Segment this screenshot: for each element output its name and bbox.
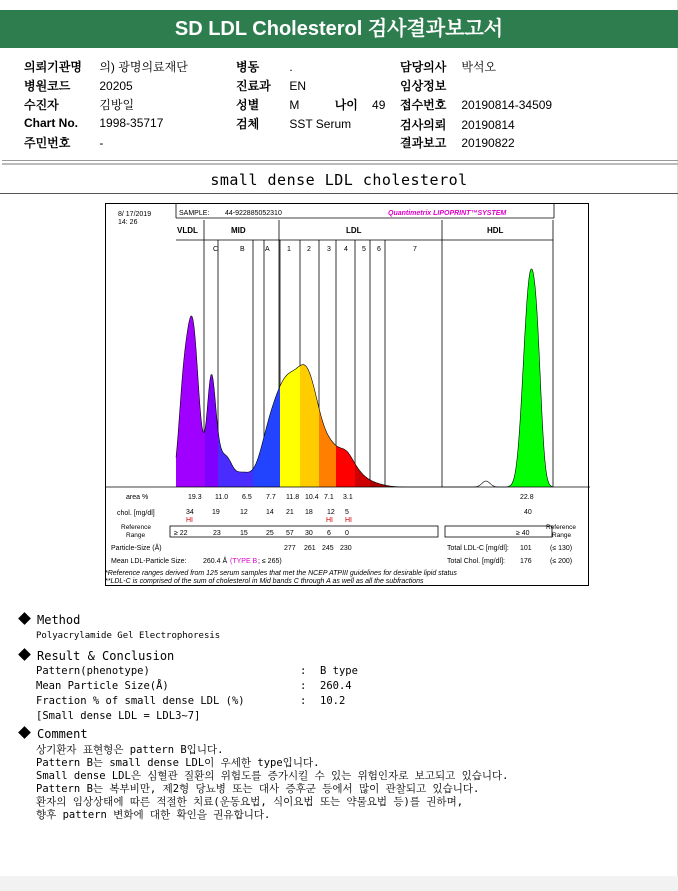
chart-date: 8/ 17/2019: [118, 211, 152, 218]
mean-size-value: 260.4 Å: [203, 558, 228, 565]
department-label: 진료과: [236, 79, 271, 93]
reference-label: Reference: [121, 524, 151, 531]
reference-value: ≥ 22: [174, 530, 188, 537]
divider: [0, 193, 678, 194]
hospital-code-value: 20205: [99, 79, 133, 93]
band-label: A: [265, 246, 270, 253]
area-value: 10.4: [305, 494, 319, 501]
footnote-1: *Reference ranges derived from 125 serum samples that met the NCEP ATPIII guidelines for desirable lipid status: [105, 570, 457, 577]
area-value: 22.8: [520, 494, 534, 501]
ward-value: .: [289, 60, 293, 74]
result-note: [Small dense LDL = LDL3~7]: [36, 710, 201, 722]
clinical-info-label: 임상정보: [400, 79, 447, 93]
total-chol-label: Total Chol. [mg/dl]:: [447, 558, 505, 565]
result-row-label: Pattern(phenotype): [36, 665, 150, 677]
report-date-label: 결과보고: [400, 136, 447, 150]
receipt-no-row: [400, 96, 552, 113]
lipoprint-svg: [106, 204, 590, 587]
comment-line: Pattern B는 복부비만, 제2형 당뇨병 또는 대사 증후군 등에서 많이 관찰되고 있습니다.: [36, 783, 480, 795]
hi-flag: HI: [345, 517, 352, 524]
method-heading: [20, 613, 80, 627]
patient-row: [24, 96, 134, 113]
total-ldl-ref: (≤ 130): [550, 545, 573, 552]
reference-value: 25: [266, 530, 274, 537]
result-row-value: B type: [320, 665, 358, 677]
band-label: 3: [327, 246, 331, 253]
chol-value: 14: [266, 509, 274, 516]
chol-value: 12: [240, 509, 248, 516]
request-date-row: [400, 116, 515, 133]
band-label: C: [213, 246, 219, 253]
chol-value: 5: [345, 509, 349, 516]
area-value: 19.3: [188, 494, 202, 501]
sex-value: M: [289, 98, 300, 112]
chol-value: 18: [305, 509, 313, 516]
sex-age-row: [236, 96, 385, 113]
clinical-info-row: [400, 77, 461, 94]
patient-value: 김방일: [99, 98, 135, 112]
total-ldl-label: Total LDL-C [mg/dl]:: [447, 545, 509, 552]
band-label: B: [240, 246, 245, 253]
system-name: Quantimetrix LIPOPRINT™SYSTEM: [388, 210, 507, 217]
range-label: Range: [126, 532, 146, 539]
report-date-value: 20190822: [461, 136, 515, 150]
c-band-fill: [205, 375, 218, 487]
reference-value: 23: [213, 530, 221, 537]
resident-no-row: [24, 134, 103, 151]
comment-line: Pattern B는 small dense LDL이 우세한 type입니다.: [36, 757, 320, 769]
curve-outline: [176, 269, 553, 487]
method-text: Polyacrylamide Gel Electrophoresis: [36, 631, 221, 641]
report-date-row: [400, 134, 515, 151]
chart-no-row: [24, 116, 163, 130]
result-heading: [20, 649, 174, 663]
area-value: 11.0: [215, 494, 229, 501]
sample-id: 44-922885052310: [225, 210, 282, 217]
range-label-right: Range: [552, 532, 572, 539]
chol-value: 19: [212, 509, 220, 516]
reference-value: 57: [286, 530, 294, 537]
specimen-value: SST Serum: [289, 117, 352, 131]
result-row-label: Fraction % of small dense LDL (%): [36, 695, 245, 707]
result-row-colon: :: [300, 695, 307, 707]
method-heading-text: Method: [37, 613, 81, 627]
institution-label: 의뢰기관명: [24, 60, 82, 74]
particle-size-value: 245: [322, 545, 334, 552]
doctor-row: [400, 58, 496, 75]
hdl-band-fill: [506, 269, 553, 487]
band-label: 4: [344, 246, 348, 253]
total-chol-value: 176: [520, 558, 532, 565]
sample-label: SAMPLE:: [179, 210, 210, 217]
report-title: SD LDL Cholesterol 검사결과보고서: [0, 10, 678, 48]
ldl4-band-fill: [336, 446, 355, 488]
mean-size-ref: ; ≤ 265): [258, 558, 282, 565]
band-label: 5: [362, 246, 366, 253]
age-label: 나이: [334, 98, 358, 112]
specimen-row: [236, 115, 351, 132]
chol-label: chol. [mg/dl]: [117, 510, 155, 517]
mean-size-label: Mean LDL-Particle Size:: [111, 558, 187, 565]
ward-label: 병동: [236, 60, 260, 74]
hi-flag: HI: [186, 517, 193, 524]
b-band-fill: [218, 430, 253, 487]
diamond-bullet-icon: [18, 648, 31, 661]
request-date-label: 검사의뢰: [400, 118, 447, 132]
section-title: small dense LDL cholesterol: [210, 171, 468, 189]
total-ldl-value: 101: [520, 545, 532, 552]
a-band-fill: [253, 386, 280, 487]
chart-time: 14: 26: [118, 219, 138, 226]
result-row-colon: :: [300, 680, 307, 692]
receipt-no-value: 20190814-34509: [461, 98, 553, 112]
ward-row: [236, 58, 293, 75]
result-row-value: 10.2: [320, 695, 346, 707]
result-row-colon: :: [300, 665, 307, 677]
area-value: 7.1: [324, 494, 334, 501]
diamond-bullet-icon: [18, 612, 31, 625]
area-label: area %: [126, 494, 149, 501]
sex-label: 성별: [236, 98, 260, 112]
doctor-label: 담당의사: [400, 60, 447, 74]
specimen-label: 검체: [236, 117, 260, 131]
reference-value: 30: [305, 530, 313, 537]
request-date-value: 20190814: [461, 118, 515, 132]
group-label-hdl: HDL: [487, 226, 504, 235]
patient-label: 수진자: [24, 98, 59, 112]
area-value: 7.7: [266, 494, 276, 501]
resident-no-value: -: [99, 136, 104, 150]
ldl2-band-fill: [300, 365, 319, 487]
area-value: 3.1: [343, 494, 353, 501]
department-row: [236, 77, 306, 94]
chol-value: 40: [524, 509, 532, 516]
area-value: 6.5: [242, 494, 252, 501]
particle-size-label: Particle-Size (Å): [111, 545, 162, 552]
reference-value: 0: [345, 530, 349, 537]
result-heading-text: Result & Conclusion: [37, 649, 175, 663]
group-label-vldl: VLDL: [177, 226, 198, 235]
group-label-ldl: LDL: [346, 226, 362, 235]
result-row-value: 260.4: [320, 680, 352, 692]
footnote-2: **LDL-C is comprised of the sum of cholesterol in Mid bands C through A as well as all the subfractions: [105, 578, 424, 585]
comment-line: 환자의 임상상태에 따른 적절한 치료(운동요법, 식이요법 또는 약물요법 등)를 권하며,: [36, 796, 464, 808]
department-value: EN: [289, 79, 307, 93]
chol-value: 34: [186, 509, 194, 516]
band-label: 6: [377, 246, 381, 253]
footer-strip: [0, 876, 678, 891]
chol-value: 21: [286, 509, 294, 516]
resident-no-label: 주민번호: [24, 136, 71, 150]
comment-line: 향후 pattern 변화에 대한 확인을 권유합니다.: [36, 809, 271, 821]
chol-value: 12: [327, 509, 335, 516]
group-label-mid: MID: [231, 226, 246, 235]
particle-size-value: 261: [304, 545, 316, 552]
band-label: 1: [287, 246, 291, 253]
divider: [2, 163, 678, 165]
diamond-bullet-icon: [18, 726, 31, 739]
particle-size-value: 230: [340, 545, 352, 552]
doctor-value: 박석오: [461, 60, 497, 74]
particle-size-value: 277: [284, 545, 296, 552]
institution-value: 의) 광명의료재단: [99, 60, 188, 74]
hi-flag: HI: [326, 517, 333, 524]
ldl1-band-fill: [280, 366, 300, 487]
hospital-code-label: 병원코드: [24, 79, 71, 93]
receipt-no-label: 접수번호: [400, 98, 447, 112]
mean-size-type: (TYPE B: [230, 558, 258, 565]
comment-line: 상기환자 표현형은 pattern B입니다.: [36, 744, 224, 756]
ldl3-band-fill: [319, 408, 336, 487]
reference-value: 15: [240, 530, 248, 537]
institution-row: [24, 58, 188, 75]
total-chol-ref: (≤ 200): [550, 558, 573, 565]
hospital-code-row: [24, 77, 133, 94]
comment-heading: [20, 727, 88, 741]
band-label: 2: [307, 246, 311, 253]
comment-line: Small dense LDL은 심혈관 질환의 위험도를 증가시킬 수 있는 위험인자로 보고되고 있습니다.: [36, 770, 509, 782]
lipoprint-chart: [105, 203, 589, 586]
chart-no-value: 1998-35717: [99, 116, 164, 130]
hdl-reference: ≥ 40: [516, 530, 530, 537]
area-value: 11.8: [286, 494, 300, 501]
chart-no-label: Chart No.: [24, 116, 78, 130]
divider: [2, 160, 678, 161]
reference-value: 6: [327, 530, 331, 537]
result-row-label: Mean Particle Size(Å): [36, 680, 169, 692]
comment-heading-text: Comment: [37, 727, 88, 741]
band-label: 7: [413, 246, 417, 253]
reference-label-right: Reference: [546, 524, 576, 531]
age-value: 49: [372, 98, 386, 112]
